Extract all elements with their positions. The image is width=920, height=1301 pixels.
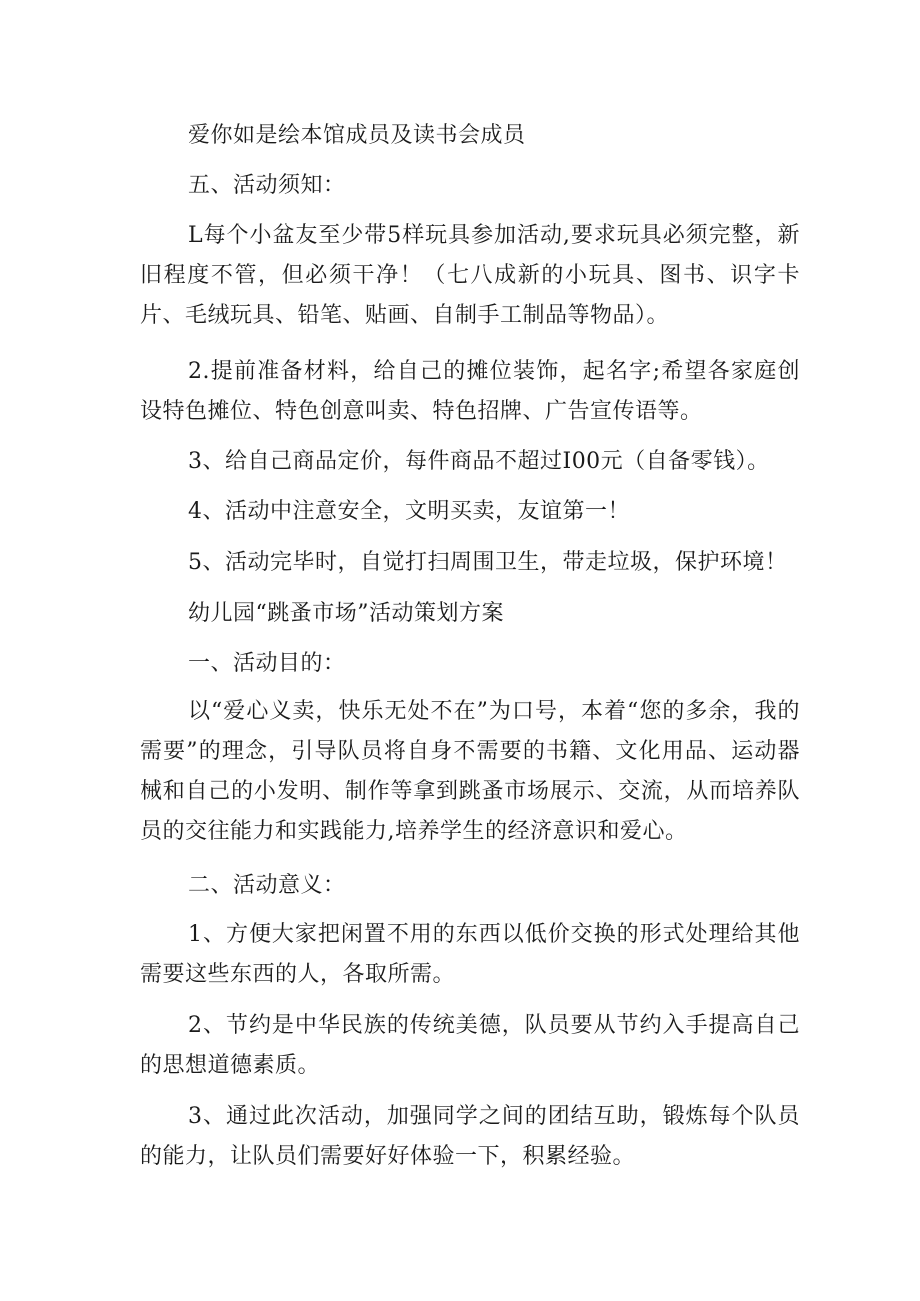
significance-item-1: 1、方便大家把闲置不用的东西以低价交换的形式处理给其他需要这些东西的人，各取所需。 — [140, 922, 800, 987]
significance-item-3: 3、通过此次活动，加强同学之间的团结互助，锻炼每个队员的能力，让队员们需要好好体验一下，积累经验。 — [140, 1104, 800, 1169]
notice-item-2: 2.提前准备材料，给自己的摊位装饰，起名字;希望各家庭创设特色摊位、特色创意叫卖、特色招牌、广告宣传语等。 — [140, 359, 800, 424]
heading-activity-significance: 二、活动意义： — [188, 873, 346, 898]
section-title-flea-market-plan: 幼儿园“跳蚤市场”活动策划方案 — [188, 601, 504, 626]
significance-item-2: 2、节约是中华民族的传统美德，队员要从节约入手提高自己的思想道德素质。 — [140, 1013, 800, 1078]
notice-item-3: 3、给自己商品定价，每件商品不超过I00元（自备零钱）。 — [188, 449, 770, 474]
notice-item-1: L每个小盆友至少带5样玩具参加活动,要求玩具必须完整，新旧程度不管，但必须干净！（七八成新的小玩具、图书、识字卡片、毛绒玩具、铅笔、贴画、自制手工制品等物品）。 — [140, 223, 800, 328]
heading-activity-notice: 五、活动须知： — [188, 173, 346, 198]
notice-item-5: 5、活动完毕时，自觉打扫周围卫生，带走垃圾，保护环境！ — [188, 550, 788, 575]
paragraph-purpose: 以“爱心义卖，快乐无处不在”为口号，本着“您的多余，我的需要”的理念，引导队员将自身不需要的书籍、文化用品、运动器械和自己的小发明、制作等拿到跳蚤市场展示、交流，从而培养队员的交往能力和实践能力,培养学生的经济意识和爱心。 — [140, 699, 800, 844]
heading-activity-purpose: 一、活动目的： — [188, 651, 346, 676]
notice-item-4: 4、活动中注意安全，文明买卖，友谊第一！ — [188, 499, 630, 524]
paragraph-members: 爱你如是绘本馆成员及读书会成员 — [188, 123, 526, 148]
